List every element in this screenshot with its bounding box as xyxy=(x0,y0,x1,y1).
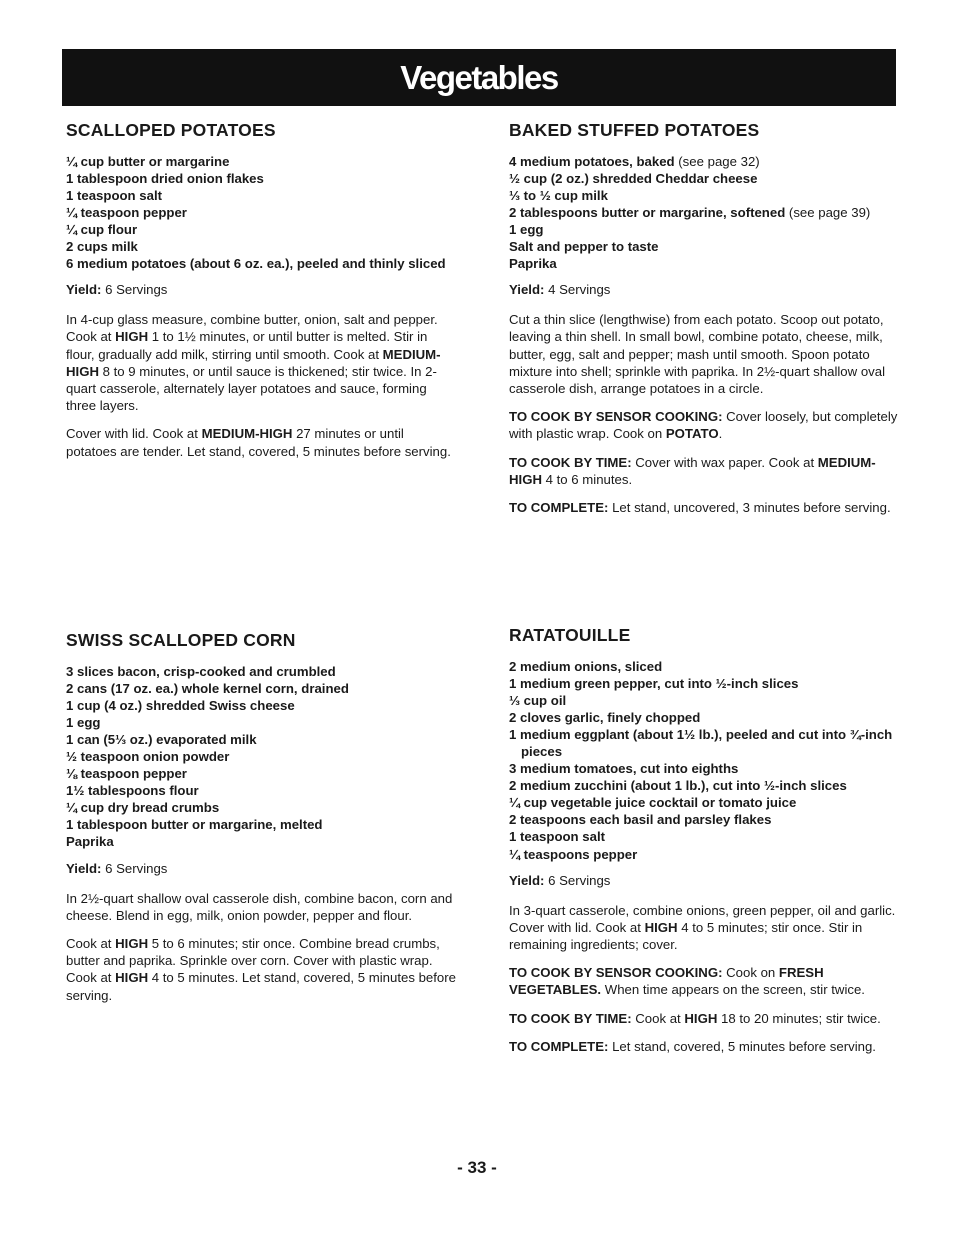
ingredient-item xyxy=(66,187,458,204)
instruction-text: 8 to 9 minutes, or until sauce is thickened; stir twice. In 2-quart casserole, alternately layer potatoes and sauce, forming three layers. xyxy=(66,363,437,414)
recipe-steps xyxy=(509,311,901,516)
ingredient-item xyxy=(509,709,901,726)
ingredient-item xyxy=(66,782,458,799)
ingredient-item xyxy=(66,816,458,833)
ingredient-item xyxy=(509,238,901,255)
recipe-yield xyxy=(509,872,901,889)
instruction-text: Cook at xyxy=(66,935,116,951)
ingredient-item xyxy=(66,204,458,221)
ingredient-text: 1 can (5⅓ oz.) evaporated milk xyxy=(66,731,257,747)
ingredient-item xyxy=(66,221,458,238)
ingredient-text: ¼ cup butter or margarine xyxy=(66,153,230,169)
instruction-text: Cover with lid. Cook at xyxy=(66,426,202,442)
instruction-paragraph xyxy=(509,964,901,998)
ingredient-text: Paprika xyxy=(66,834,114,850)
ingredient-list xyxy=(509,658,901,863)
instruction-emphasis: TO COOK BY TIME: xyxy=(509,1010,632,1026)
ingredient-text: 6 medium potatoes (about 6 oz. ea.), peeled and thinly sliced xyxy=(66,256,446,272)
recipe-yield xyxy=(66,281,458,298)
ingredient-text: 2 cans (17 oz. ea.) whole kernel corn, drained xyxy=(66,680,349,696)
instruction-text: Cover loosely, but completely with plastic wrap. Cook on xyxy=(509,409,898,442)
ingredient-text: Salt and pepper to taste xyxy=(509,238,659,254)
ingredient-text: 1 medium green pepper, cut into ½-inch slices xyxy=(509,675,799,691)
ingredient-list xyxy=(66,153,458,273)
ingredient-item xyxy=(66,663,458,680)
recipe-baked-stuffed-potatoes xyxy=(509,122,901,527)
ingredient-text: 2 cloves garlic, finely chopped xyxy=(509,709,701,725)
instruction-text: Cover with wax paper. Cook at xyxy=(631,454,818,470)
instruction-text: Let stand, covered, 5 minutes before serving. xyxy=(608,1038,876,1054)
instruction-emphasis: TO COMPLETE: xyxy=(509,499,609,515)
instruction-text: In 4-cup glass measure, combine butter, onion, salt and pepper. Cook at xyxy=(66,312,438,345)
ingredient-text: 1 medium eggplant (about 1½ lb.), peeled and cut into ¾-inch pieces xyxy=(509,726,893,759)
instruction-text: 1 to 1½ minutes, or until butter is melted. Stir in flour, gradually add milk, stirring until smooth. Cook at xyxy=(66,329,428,362)
instruction-text: In 2½-quart shallow oval casserole dish, combine bacon, corn and cheese. Blend in egg, milk, onion powder, pepper and flour. xyxy=(66,890,453,923)
ingredient-item xyxy=(509,221,901,238)
instruction-text: 4 to 5 minutes. Let stand, covered, 5 minutes before serving. xyxy=(66,970,456,1003)
yield-label: Yield: xyxy=(66,860,102,876)
instruction-emphasis: HIGH xyxy=(684,1010,718,1026)
instruction-text: When time appears on the screen, stir twice. xyxy=(601,982,865,998)
ingredient-text: ¼ cup dry bread crumbs xyxy=(66,800,220,816)
yield-label: Yield: xyxy=(509,282,545,298)
ingredient-item xyxy=(509,692,901,709)
ingredient-text: ⅛ teaspoon pepper xyxy=(66,766,187,782)
yield-value: 6 Servings xyxy=(101,282,168,298)
instruction-paragraph xyxy=(509,408,901,442)
instruction-emphasis: TO COOK BY SENSOR COOKING: xyxy=(509,409,723,425)
ingredient-text: 4 medium potatoes, baked xyxy=(509,153,675,169)
ingredient-item xyxy=(509,187,901,204)
ingredient-text: 3 slices bacon, crisp-cooked and crumbled xyxy=(66,663,336,679)
section-title: Vegetables xyxy=(400,59,558,96)
ingredient-text: 1 teaspoon salt xyxy=(66,187,163,203)
instruction-text: Cut a thin slice (lengthwise) from each potato. Scoop out potato, leaving a thin shell. In small bowl, combine potato, cheese, milk, butter, egg, salt and pepper; mash until smooth. Spoon potato mixture into shell; sprinkle with paprika. In 2½-quart shallow oval casserole dish, arrange potatoes in a circle. xyxy=(509,312,886,396)
ingredient-text: 1 egg xyxy=(66,714,101,730)
instruction-text: Cook at xyxy=(631,1010,685,1026)
instruction-emphasis: MEDIUM-HIGH xyxy=(201,426,293,442)
section-banner xyxy=(62,49,896,106)
instruction-paragraph xyxy=(509,902,901,954)
ingredient-item xyxy=(66,799,458,816)
yield-value: 6 Servings xyxy=(101,860,168,876)
ingredient-item xyxy=(509,828,901,845)
recipe-ratatouille xyxy=(509,627,901,1066)
ingredient-item xyxy=(66,833,458,850)
ingredient-text: 2 medium zucchini (about 1 lb.), cut into ½-inch slices xyxy=(509,778,847,794)
ingredient-text: 1½ tablespoons flour xyxy=(66,783,199,799)
instruction-emphasis: MEDIUM-HIGH xyxy=(66,346,441,379)
ingredient-text: 2 medium onions, sliced xyxy=(509,658,663,674)
yield-value: 6 Servings xyxy=(544,872,611,888)
ingredient-text: 1 egg xyxy=(509,221,544,237)
yield-value: 4 Servings xyxy=(544,282,611,298)
ingredient-item xyxy=(509,170,901,187)
ingredient-text: 1 tablespoon dried onion flakes xyxy=(66,170,264,186)
ingredient-text: ¼ cup flour xyxy=(66,221,138,237)
ingredient-text: ½ teaspoon onion powder xyxy=(66,748,230,764)
recipe-swiss-scalloped-corn xyxy=(66,632,458,1015)
ingredient-text: ⅓ cup oil xyxy=(509,692,567,708)
ingredient-item xyxy=(509,255,901,272)
instruction-paragraph xyxy=(66,890,458,924)
ingredient-item xyxy=(66,697,458,714)
ingredient-text: 3 medium tomatoes, cut into eighths xyxy=(509,761,739,777)
ingredient-item xyxy=(509,811,901,828)
ingredient-text: ¼ teaspoons pepper xyxy=(509,846,638,862)
instruction-paragraph xyxy=(509,1010,901,1027)
ingredient-note: (see page 32) xyxy=(674,153,760,169)
recipe-yield xyxy=(66,860,458,877)
ingredient-text: 1 tablespoon butter or margarine, melted xyxy=(66,817,323,833)
ingredient-text: Paprika xyxy=(509,256,557,272)
yield-label: Yield: xyxy=(66,282,102,298)
ingredient-item xyxy=(509,846,901,863)
instruction-text: 4 to 5 minutes; stir once. Stir in remaining ingredients; cover. xyxy=(509,919,863,953)
ingredient-item xyxy=(509,204,901,221)
recipe-steps xyxy=(66,890,458,1004)
instruction-paragraph xyxy=(66,311,458,414)
instruction-text: 18 to 20 minutes; stir twice. xyxy=(717,1010,881,1026)
instruction-paragraph xyxy=(509,499,901,516)
ingredient-item xyxy=(66,153,458,170)
recipe-yield xyxy=(509,281,901,298)
ingredient-text: ¼ teaspoon pepper xyxy=(66,204,187,220)
instruction-text: Cook on xyxy=(722,965,779,981)
ingredient-text: 1 teaspoon salt xyxy=(509,829,606,845)
instruction-paragraph xyxy=(509,454,901,488)
ingredient-item xyxy=(66,170,458,187)
instruction-emphasis: FRESH VEGETABLES. xyxy=(509,965,824,998)
recipe-scalloped-potatoes xyxy=(66,122,458,471)
recipe-steps xyxy=(509,902,901,1055)
instruction-emphasis: HIGH xyxy=(115,935,149,951)
ingredient-item xyxy=(66,765,458,782)
recipe-title: SCALLOPED POTATOES xyxy=(66,120,276,140)
instruction-text: In 3-quart casserole, combine onions, green pepper, oil and garlic. Cover with lid. Cook at xyxy=(509,902,896,935)
ingredient-item xyxy=(509,777,901,794)
ingredient-text: 2 cups milk xyxy=(66,238,138,254)
ingredient-text: ½ cup (2 oz.) shredded Cheddar cheese xyxy=(509,170,758,186)
instruction-paragraph xyxy=(509,1038,901,1055)
instruction-emphasis: TO COMPLETE: xyxy=(509,1038,609,1054)
instruction-paragraph xyxy=(66,425,458,459)
ingredient-text: 1 cup (4 oz.) shredded Swiss cheese xyxy=(66,697,295,713)
instruction-emphasis: TO COOK BY TIME: xyxy=(509,454,632,470)
instruction-paragraph xyxy=(66,935,458,1004)
instruction-text: 5 to 6 minutes; stir once. Combine bread crumbs, butter and paprika. Sprinkle over corn. Cover with plastic wrap. Cook at xyxy=(66,935,440,986)
ingredient-item xyxy=(66,238,458,255)
instruction-text: 27 minutes or until potatoes are tender. Let stand, covered, 5 minutes before serving. xyxy=(66,426,451,459)
instruction-emphasis: HIGH xyxy=(115,970,149,986)
instruction-emphasis: HIGH xyxy=(644,919,678,935)
instruction-text: Let stand, uncovered, 3 minutes before serving. xyxy=(608,499,891,515)
ingredient-note: (see page 39) xyxy=(785,204,871,220)
recipe-title: RATATOUILLE xyxy=(509,625,631,645)
page-number: - 33 - xyxy=(457,1158,497,1177)
recipe-steps xyxy=(66,311,458,460)
instruction-emphasis: TO COOK BY SENSOR COOKING: xyxy=(509,965,723,981)
ingredient-item xyxy=(66,748,458,765)
ingredient-item xyxy=(66,731,458,748)
ingredient-list xyxy=(66,663,458,851)
ingredient-item xyxy=(66,714,458,731)
yield-label: Yield: xyxy=(509,872,545,888)
ingredient-item xyxy=(509,153,901,170)
ingredient-item xyxy=(509,675,901,692)
ingredient-item xyxy=(509,794,901,811)
recipe-title: BAKED STUFFED POTATOES xyxy=(509,120,760,140)
ingredient-item xyxy=(66,680,458,697)
ingredient-text: 2 tablespoons butter or margarine, softened xyxy=(509,204,786,220)
ingredient-text: ¼ cup vegetable juice cocktail or tomato juice xyxy=(509,795,797,811)
ingredient-text: ⅓ to ½ cup milk xyxy=(509,187,608,203)
ingredient-item xyxy=(509,658,901,675)
ingredient-item xyxy=(66,255,458,272)
instruction-text: 4 to 6 minutes. xyxy=(541,471,633,487)
ingredient-text: 2 teaspoons each basil and parsley flakes xyxy=(509,812,772,828)
ingredient-item xyxy=(509,760,901,777)
instruction-text: . xyxy=(718,426,723,442)
ingredient-list xyxy=(509,153,901,273)
recipe-title: SWISS SCALLOPED CORN xyxy=(66,630,296,650)
instruction-paragraph xyxy=(509,311,901,397)
instruction-emphasis: MEDIUM-HIGH xyxy=(509,454,876,487)
instruction-emphasis: HIGH xyxy=(115,329,149,345)
instruction-emphasis: POTATO xyxy=(665,426,719,442)
ingredient-item xyxy=(509,726,901,760)
